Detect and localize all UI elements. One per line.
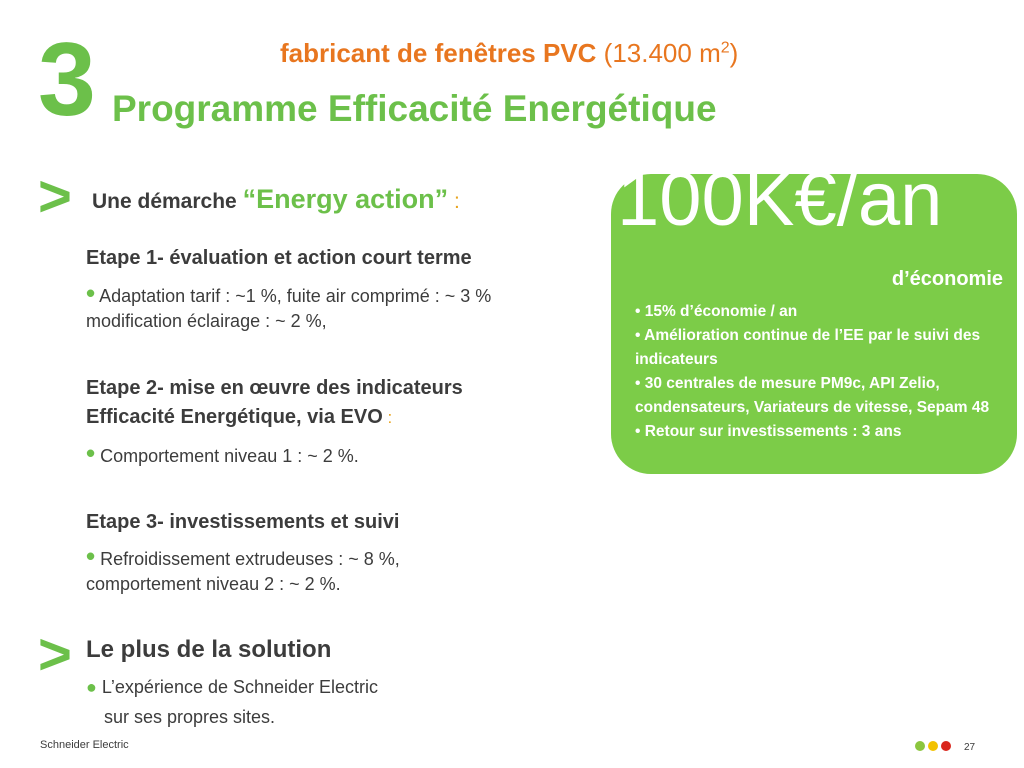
list-item: • 30 centrales de mesure PM9c, API Zelio, condensateurs, Variateurs de vitesse, Sepam 48 [635,375,990,416]
step-3-continuation: comportement niveau 2 : ~ 2 %. [86,574,341,594]
dot-yellow-icon [928,741,938,751]
bullet-icon: • [86,541,96,571]
savings-box [611,157,1017,474]
plus-line-1: ● L’expérience de Schneider Electric [86,677,379,697]
page-number: 27 [964,742,976,753]
dot-green-icon [915,741,925,751]
step-2-bullet: • Comportement niveau 1 : ~ 2 %. [86,438,359,468]
client-area: (13.400 $m^2$) [596,38,739,68]
demarche-label: Une démarche [92,190,243,213]
step-2-heading-line2: Efficacité Energétique, via EVO : [86,406,393,428]
plus-line-2: sur ses propres sites. [104,707,276,727]
list-item: • Retour sur investissements : 3 ans [635,423,902,440]
step-1-heading: Etape 1- évaluation et action court terme [86,247,472,269]
step-3-heading: Etape 3- investissements et suivi [86,511,400,533]
bullet-icon: ● [86,677,97,697]
demarche-heading [92,184,460,215]
step-1-bullet: • Adaptation tarif : ~1 %, fuite air comprimé : ~ 3 % [86,278,492,308]
chevron-right-icon: > [38,164,72,229]
energy-action-label: “Energy action” [242,184,449,214]
footer-company: Schneider Electric [40,739,129,751]
section-number: 3 [38,22,96,138]
client-subtitle [280,40,738,66]
step-2-heading-line1: Etape 2- mise en œuvre des indicateurs [86,377,463,399]
bullet-icon: • [86,278,96,308]
savings-subtitle: d’économie [891,268,1003,290]
bullet-icon: • [86,438,96,468]
chevron-right-icon: > [38,622,72,687]
step-1-continuation: modification éclairage : ~ 2 %, [86,311,327,331]
list-item: • Amélioration continue de l’EE par le suivi des indicateurs [635,327,981,368]
demarche-colon: : [448,190,460,213]
footer-dots [915,741,951,751]
plus-heading: Le plus de la solution [86,636,332,663]
savings-list [635,300,1007,444]
dot-red-icon [941,741,951,751]
client-name: fabricant de fenêtres PVC [280,38,597,68]
page-title: Programme Efficacité Energétique [112,88,717,129]
step-3-bullet: • Refroidissement extrudeuses : ~ 8 %, [86,541,400,571]
savings-value: 100K€/an [617,157,943,242]
list-item: • 15% d’économie / an [635,303,798,320]
